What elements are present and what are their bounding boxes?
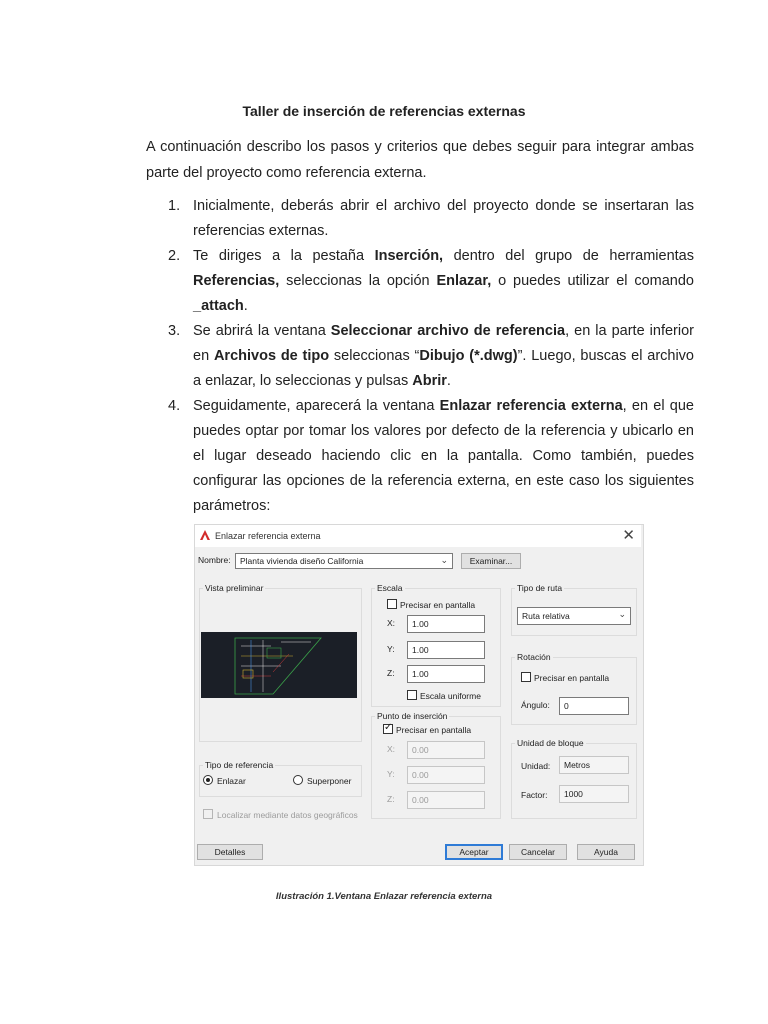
step-text: , en la parte inferior en [193,323,694,364]
chevron-down-icon: ⌄ [618,609,626,619]
ok-button[interactable]: Aceptar [445,844,503,860]
figure-caption: Ilustración 1.Ventana Enlazar referencia externa [275,891,493,902]
insertion-z-label: Z: [387,794,395,804]
path-type-select[interactable]: Ruta relativa ⌄ [517,607,631,625]
step-number: 2. [168,248,181,264]
rotation-on-screen-label: Precisar en pantalla [534,673,610,683]
rotation-on-screen-checkbox[interactable] [521,672,531,682]
floor-plan-thumbnail-icon [201,632,357,698]
document-title: Taller de inserción de referencias externas [242,103,526,119]
cancel-button[interactable]: Cancelar [509,844,567,860]
chevron-down-icon: ⌄ [440,555,448,565]
overlay-radio-label: Superponer [307,776,352,786]
insertion-on-screen-checkbox[interactable] [383,724,393,734]
step-bold-text: Seleccionar archivo de referencia [330,323,566,339]
step-text: Inicialmente, deberás abrir el archivo del proyecto donde se insertaran las referencias externas. [193,198,694,239]
factor-field: 1000 [559,785,629,803]
step-text: . [446,373,451,389]
step-bold-text: Dibujo (*.dwg) [419,348,518,364]
details-button[interactable]: Detalles [197,844,263,860]
insertion-point-label: Punto de inserción [377,711,448,721]
uniform-scale-label: Escala uniforme [420,691,481,701]
unit-label: Unidad: [521,761,551,771]
angle-input[interactable]: 0 [559,697,629,715]
factor-label: Factor: [521,790,548,800]
help-button[interactable]: Ayuda [577,844,635,860]
reference-type-label: Tipo de referencia [205,760,274,770]
step-number: 3. [168,323,181,339]
scale-z-label: Z: [387,668,395,678]
scale-y-input[interactable]: 1.00 [407,641,485,659]
scale-y-label: Y: [387,644,395,654]
scale-label: Escala [377,583,403,593]
dialog-title: Enlazar referencia externa [215,531,321,541]
block-unit-group [511,743,637,819]
step-bold-text: Archivos de tipo [213,348,330,364]
step-bold-text: Enlazar, [436,273,492,289]
uniform-scale-checkbox[interactable] [407,690,417,700]
intro-paragraph: A continuación describo los pasos y criterios que debes seguir para integrar ambas parte del proyecto como referencia externa. [146,139,694,181]
attach-xref-dialog [194,524,644,866]
angle-label: Ángulo: [521,700,550,710]
step-bold-text: Referencias, [193,273,280,289]
preview-label: Vista preliminar [205,583,264,593]
unit-field: Metros [559,756,629,774]
insertion-on-screen-label: Precisar en pantalla [396,725,472,735]
step-text: , en el que puedes optar por tomar los valores por defecto de la referencia y ubicarlo en el lugar deseado haciendo clic en la pantalla. Como también, puedes configurar las opciones de la referencia externa, en este caso los siguientes parámetros: [193,398,694,514]
step-bold-text: Abrir [412,373,447,389]
block-unit-label: Unidad de bloque [517,738,584,748]
attach-radio[interactable] [203,775,213,785]
path-type-label: Tipo de ruta [517,583,563,593]
close-icon[interactable]: ✕ [622,527,635,544]
step-text: ”. Luego, buscas el archivo a enlazar, lo seleccionas y pulsas [193,348,694,389]
scale-on-screen-label: Precisar en pantalla [400,600,476,610]
attach-radio-label: Enlazar [217,776,246,786]
step-number: 4. [168,398,181,414]
step-text: Te diriges a la pestaña [193,248,375,264]
step-text: dentro del grupo de herramientas [443,248,694,264]
step-item [146,394,694,519]
scale-z-input[interactable]: 1.00 [407,665,485,683]
insertion-y-label: Y: [387,769,395,779]
step-bold-text: _attach [193,298,244,314]
overlay-radio[interactable] [293,775,303,785]
name-label: Nombre: [198,555,231,565]
rotation-label: Rotación [517,652,551,662]
insertion-y-input[interactable]: 0.00 [407,766,485,784]
insertion-z-input[interactable]: 0.00 [407,791,485,809]
step-text: seleccionas la opción [279,273,437,289]
step-text: Se abrirá la ventana [193,323,331,339]
step-bold-text: Enlazar referencia externa [439,398,623,414]
step-bold-text: Inserción, [374,248,444,264]
insertion-x-input[interactable]: 0.00 [407,741,485,759]
insertion-x-label: X: [387,744,396,754]
scale-x-label: X: [387,618,396,628]
step-number: 1. [168,198,181,214]
browse-button[interactable]: Examinar... [461,553,521,569]
scale-on-screen-checkbox[interactable] [387,599,397,609]
name-select[interactable]: Planta vivienda diseño California ⌄ [235,553,453,569]
drawing-preview [201,632,357,698]
step-item [146,194,694,244]
geo-locate-checkbox[interactable] [203,809,213,819]
step-text: Seguidamente, aparecerá la ventana [193,398,440,414]
step-text: o puedes utilizar el comando [491,273,694,289]
geo-locate-label: Localizar mediante datos geográficos [217,810,358,820]
step-text: seleccionas “ [329,348,420,364]
autocad-logo-icon [199,529,211,541]
steps-list [146,194,694,519]
dialog-titlebar [195,525,641,547]
step-item [146,319,694,394]
step-text: . [243,298,248,314]
scale-x-input[interactable]: 1.00 [407,615,485,633]
step-item [146,244,694,319]
